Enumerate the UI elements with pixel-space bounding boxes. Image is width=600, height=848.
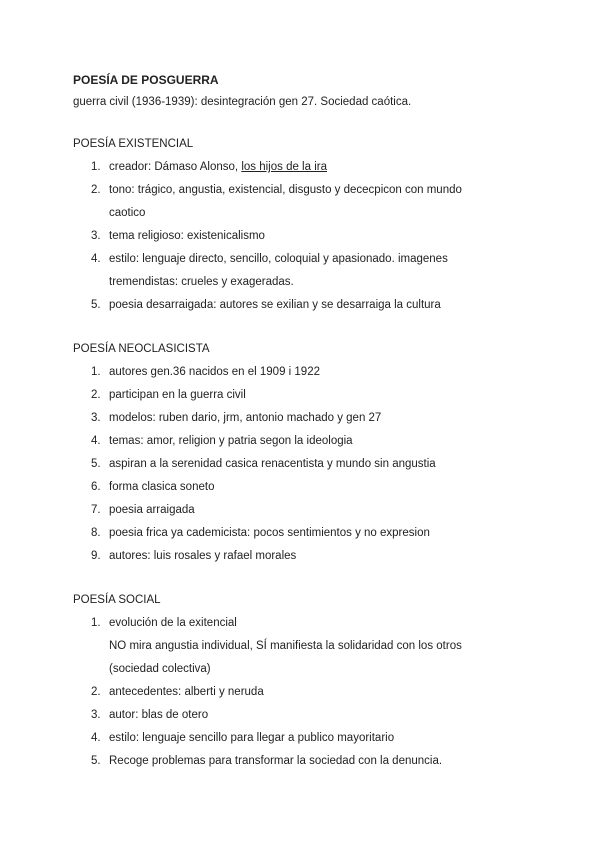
list-item [73, 453, 543, 476]
item-continuation: (sociedad colectiva) [109, 663, 211, 675]
item-number: 5. [91, 755, 101, 767]
item-number: 1. [91, 617, 101, 629]
item-number: 2. [91, 389, 101, 401]
item-number: 8. [91, 527, 101, 539]
list-item [73, 225, 543, 248]
item-text: poesia arraigada [109, 504, 195, 516]
item-number: 6. [91, 481, 101, 493]
section-heading: POESÍA SOCIAL [73, 594, 161, 606]
item-text: tono: trágico, angustia, existencial, disgusto y dececpicon con mundo [109, 184, 462, 196]
list-item [73, 384, 543, 407]
numbered-list [73, 156, 543, 317]
item-number: 7. [91, 504, 101, 516]
item-text: autores: luis rosales y rafael morales [109, 550, 297, 562]
item-text: estilo: lenguaje sencillo para llegar a publico mayoritario [109, 732, 395, 744]
list-item [73, 361, 543, 384]
item-number: 4. [91, 732, 101, 744]
list-item [73, 681, 543, 704]
item-number: 3. [91, 230, 101, 242]
item-text: Recoge problemas para transformar la sociedad con la denuncia. [109, 755, 443, 767]
list-item [73, 704, 543, 727]
item-text: tema religioso: existenicalismo [109, 230, 265, 242]
item-number: 1. [91, 366, 101, 378]
list-item [73, 294, 543, 317]
item-text: poesia desarraigada: autores se exilian y se desarraiga la cultura [109, 299, 441, 311]
item-number: 3. [91, 412, 101, 424]
document-page [73, 70, 543, 773]
numbered-list [73, 612, 543, 773]
item-number: 4. [91, 435, 101, 447]
list-item [73, 727, 543, 750]
item-text: temas: amor, religion y patria segon la ideologia [109, 435, 353, 447]
item-text: autor: blas de otero [109, 709, 209, 721]
document-title: POESÍA DE POSGUERRA [73, 73, 219, 87]
intro-text: guerra civil (1936-1939): desintegración gen 27. Sociedad caótica. [73, 96, 412, 108]
item-number: 5. [91, 299, 101, 311]
item-text: antecedentes: alberti y neruda [109, 686, 264, 698]
numbered-list [73, 361, 543, 568]
item-text: creador: Dámaso Alonso, [109, 161, 242, 173]
section-neoclasicista [73, 339, 543, 568]
list-item [73, 545, 543, 568]
list-item [73, 248, 543, 294]
item-number: 1. [91, 161, 101, 173]
item-text: forma clasica soneto [109, 481, 215, 493]
list-item [73, 522, 543, 545]
list-item [73, 612, 543, 681]
item-text: estilo: lenguaje directo, sencillo, coloquial y apasionado. imagenes [109, 253, 448, 265]
item-number: 2. [91, 686, 101, 698]
item-number: 5. [91, 458, 101, 470]
item-continuation: NO mira angustia individual, SÍ manifiesta la solidaridad con los otros [109, 640, 462, 652]
item-text: evolución de la exitencial [109, 617, 237, 629]
item-text: modelos: ruben dario, jrm, antonio machado y gen 27 [109, 412, 382, 424]
list-item [73, 179, 543, 225]
item-number: 2. [91, 184, 101, 196]
section-social [73, 590, 543, 773]
item-number: 9. [91, 550, 101, 562]
item-text: autores gen.36 nacidos en el 1909 i 1922 [109, 366, 320, 378]
book-title-link[interactable]: los hijos de la ira [241, 161, 327, 173]
item-continuation: tremendistas: crueles y exageradas. [109, 276, 294, 288]
item-text: participan en la guerra civil [109, 389, 246, 401]
list-item [73, 750, 543, 773]
list-item [73, 430, 543, 453]
item-text: poesia frica ya cademicista: pocos sentimientos y no expresion [109, 527, 430, 539]
list-item [73, 156, 543, 179]
section-heading: POESÍA NEOCLASICISTA [73, 343, 210, 355]
list-item [73, 499, 543, 522]
item-number: 4. [91, 253, 101, 265]
list-item [73, 407, 543, 430]
item-continuation: caotico [109, 207, 146, 219]
list-item [73, 476, 543, 499]
item-text: aspiran a la serenidad casica renacentista y mundo sin angustia [109, 458, 436, 470]
item-number: 3. [91, 709, 101, 721]
section-existencial [73, 134, 543, 317]
section-heading: POESÍA EXISTENCIAL [73, 138, 194, 150]
